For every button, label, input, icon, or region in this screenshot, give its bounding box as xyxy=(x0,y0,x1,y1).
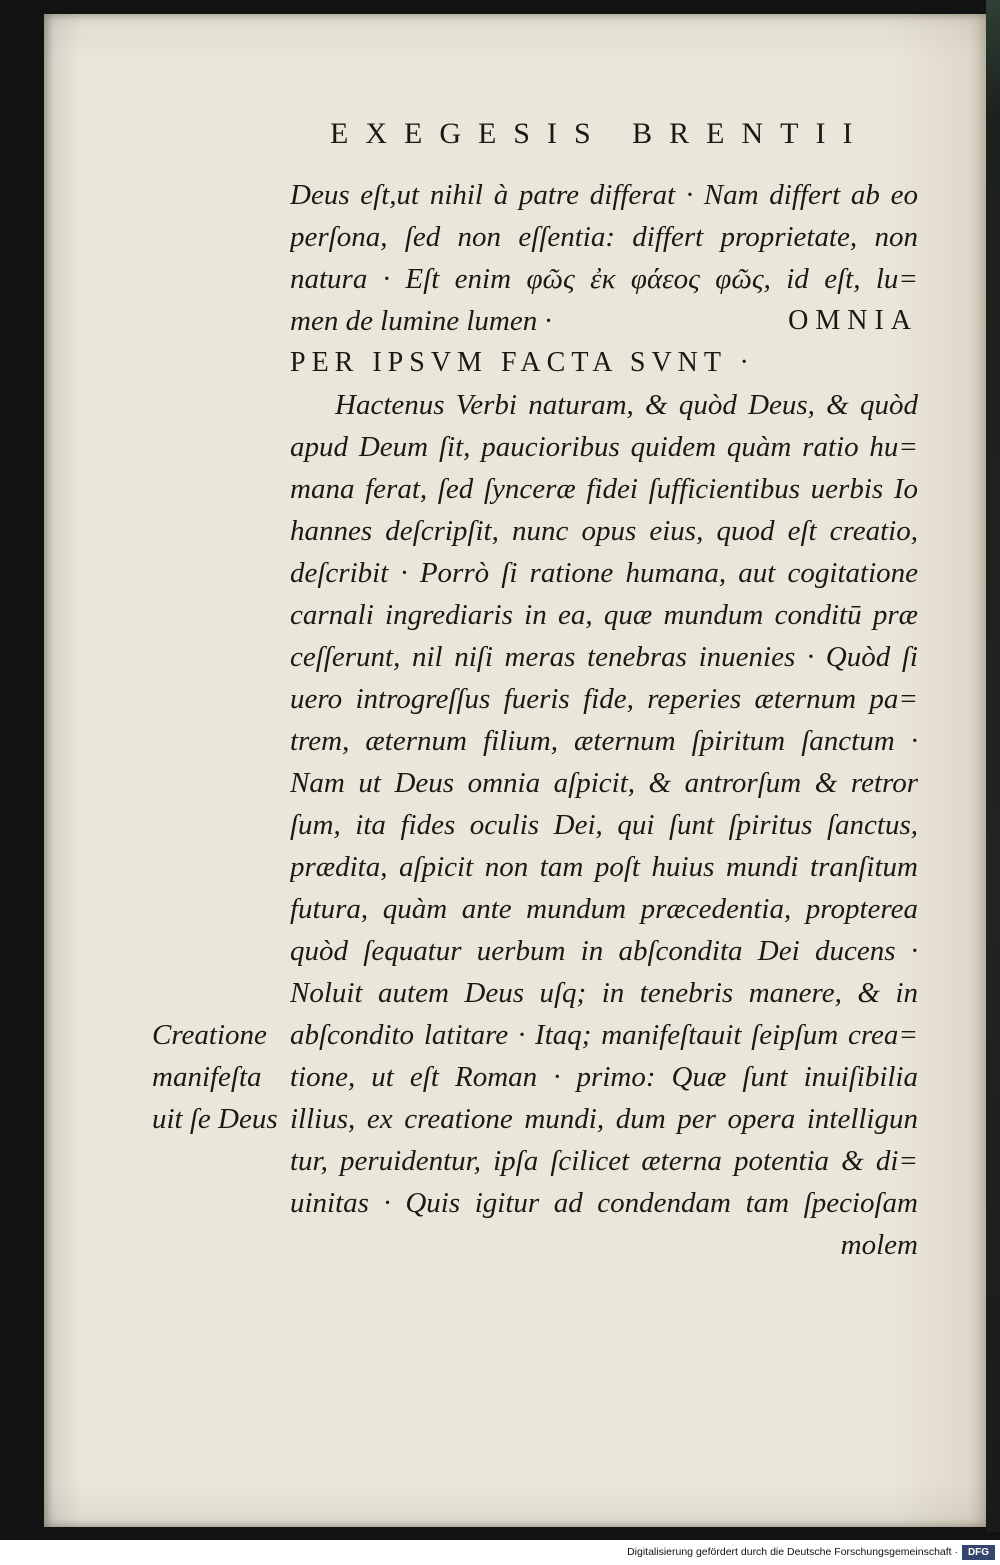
marginal-note-line: uit ſe Deus xyxy=(152,1103,278,1135)
text-line xyxy=(290,300,918,342)
text-line: Noluit autem Deus uſq; in tenebris manere, & in xyxy=(290,977,918,1009)
text-line: deſcribit · Porrò ſi ratione humana, aut cogitatione xyxy=(290,557,918,589)
marginal-note-line: manifeſta xyxy=(152,1061,262,1093)
text-line: ceſſerunt, nil niſi meras tenebras inuenies · Quòd ſi xyxy=(290,641,918,673)
text-line: Nam ut Deus omnia aſpicit, & antrorſum & retror xyxy=(290,767,918,799)
text-line: tur, peruidentur, ipſa ſcilicet æterna potentia & di= xyxy=(290,1145,918,1177)
text-line: Deus eſt,ut nihil à patre differat · Nam differt ab eo xyxy=(290,179,918,211)
book-spine-edge xyxy=(986,0,1000,1532)
text-line: ſum, ita fides oculis Dei, qui ſunt ſpiritus ſanctus, xyxy=(290,809,918,841)
text-line: illius, ex creatione mundi, dum per opera intelligun xyxy=(290,1103,918,1135)
text-line: abſcondito latitare · Itaq; manifeſtauit ſeipſum crea= xyxy=(290,1019,918,1051)
text-line-fragment: men de lumine lumen · xyxy=(290,305,552,337)
text-line: carnali ingrediaris in ea, quæ mundum conditū præ xyxy=(290,599,918,631)
marginal-note-line: Creatione xyxy=(152,1019,267,1051)
main-text-block xyxy=(290,174,918,1266)
funding-credit: Digitalisierung gefördert durch die Deutsche Forschungsgemeinschaft · xyxy=(627,1546,958,1558)
digitization-footer xyxy=(0,1540,1000,1565)
text-line: mana ferat, ſed ſynceræ fidei ſufficientibus uerbis Io xyxy=(290,473,918,505)
text-line: trem, æternum filium, æternum ſpiritum ſanctum · xyxy=(290,725,918,757)
text-line: prædita, aſpicit non tam poſt huius mundi tranſitum xyxy=(290,851,918,883)
marginal-note xyxy=(152,1014,290,1140)
text-line: uinitas · Quis igitur ad condendam tam ſpecioſam xyxy=(290,1187,918,1219)
text-line: uero introgreſſus fueris fide, reperies æternum pa= xyxy=(290,683,918,715)
text-line: natura · Eſt enim φῶς ἐκ φάεος φῶς, id eſt, lu= xyxy=(290,263,918,295)
text-line: quòd ſequatur uerbum in abſcondita Dei ducens · xyxy=(290,935,918,967)
text-line: perſona, ſed non eſſentia: differt proprietate, non xyxy=(290,221,918,253)
running-head: EXEGESIS BRENTII xyxy=(330,117,870,150)
text-line: futura, quàm ante mundum præcedentia, propterea xyxy=(290,893,918,925)
text-line: hannes deſcripſit, nunc opus eius, quod eſt creatio, xyxy=(290,515,918,547)
text-line: apud Deum ſit, paucioribus quidem quàm ratio hu= xyxy=(290,431,918,463)
dfg-logo: DFG xyxy=(962,1545,995,1560)
text-line: Hactenus Verbi naturam, & quòd Deus, & quòd xyxy=(335,389,918,421)
text-line: tione, ut eſt Roman · primo: Quæ ſunt inuiſibilia xyxy=(290,1061,918,1093)
section-heading: PER IPSVM FACTA SVNT · xyxy=(290,347,755,378)
catchword: molem xyxy=(840,1229,918,1261)
section-heading-lead: OMNIA xyxy=(788,305,918,336)
